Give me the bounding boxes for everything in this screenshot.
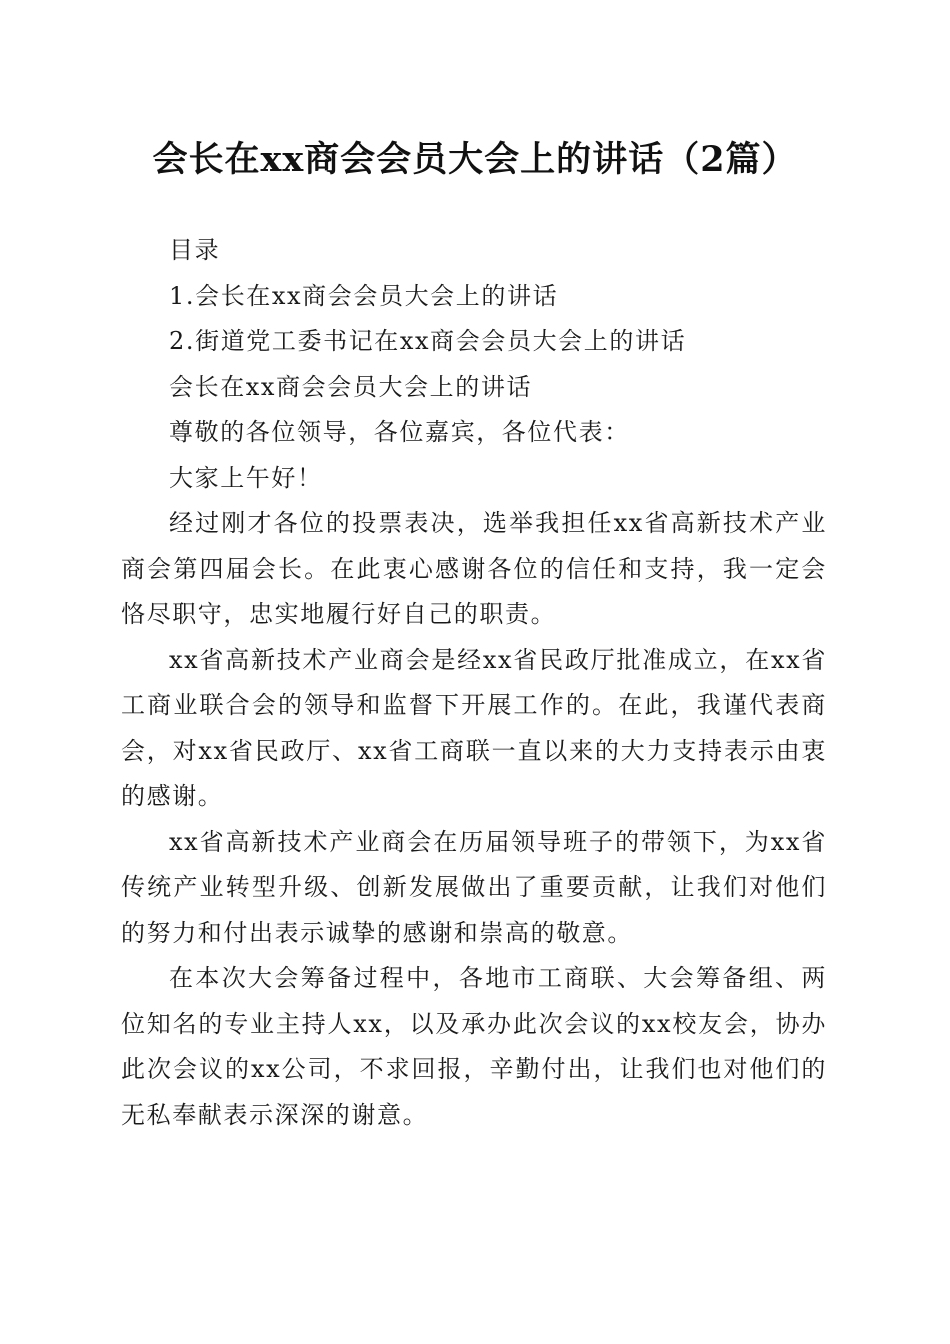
paragraph-2: xx省高新技术产业商会是经xx省民政厅批准成立，在xx省工商业联合会的领导和监督下开展工作的。在此，我谨代表商会，对xx省民政厅、xx省工商联一直以来的大力支持表示由衷的感谢。 — [121, 645, 827, 810]
toc-item-1: 1.会长在xx商会会员大会上的讲话 — [169, 281, 559, 310]
toc-heading: 目录 — [169, 236, 221, 264]
section-title: 会长在xx商会会员大会上的讲话 — [169, 372, 533, 401]
paragraph-1: 经过刚才各位的投票表决，选举我担任xx省高新技术产业商会第四届会长。在此衷心感谢各位的信任和支持，我一定会恪尽职守，忠实地履行好自己的职责。 — [121, 509, 827, 628]
document-body — [121, 228, 827, 1138]
paragraph-3: xx省高新技术产业商会在历届领导班子的带领下，为xx省传统产业转型升级、创新发展做出了重要贡献，让我们对他们的努力和付出表示诚挚的感谢和崇高的敬意。 — [121, 827, 827, 947]
toc-item-2: 2.街道党工委书记在xx商会会员大会上的讲话 — [169, 327, 687, 355]
greeting: 大家上午好！ — [169, 463, 323, 492]
document-title: 会长在xx商会会员大会上的讲话（2篇） — [152, 139, 798, 180]
salutation: 尊敬的各位领导，各位嘉宾，各位代表： — [169, 418, 630, 446]
paragraph-4: 在本次大会筹备过程中，各地市工商联、大会筹备组、两位知名的专业主持人xx，以及承办此次会议的xx校友会，协办此次会议的xx公司，不求回报，辛勤付出，让我们也对他们的无私奉献表示深深的谢意。 — [121, 964, 827, 1129]
